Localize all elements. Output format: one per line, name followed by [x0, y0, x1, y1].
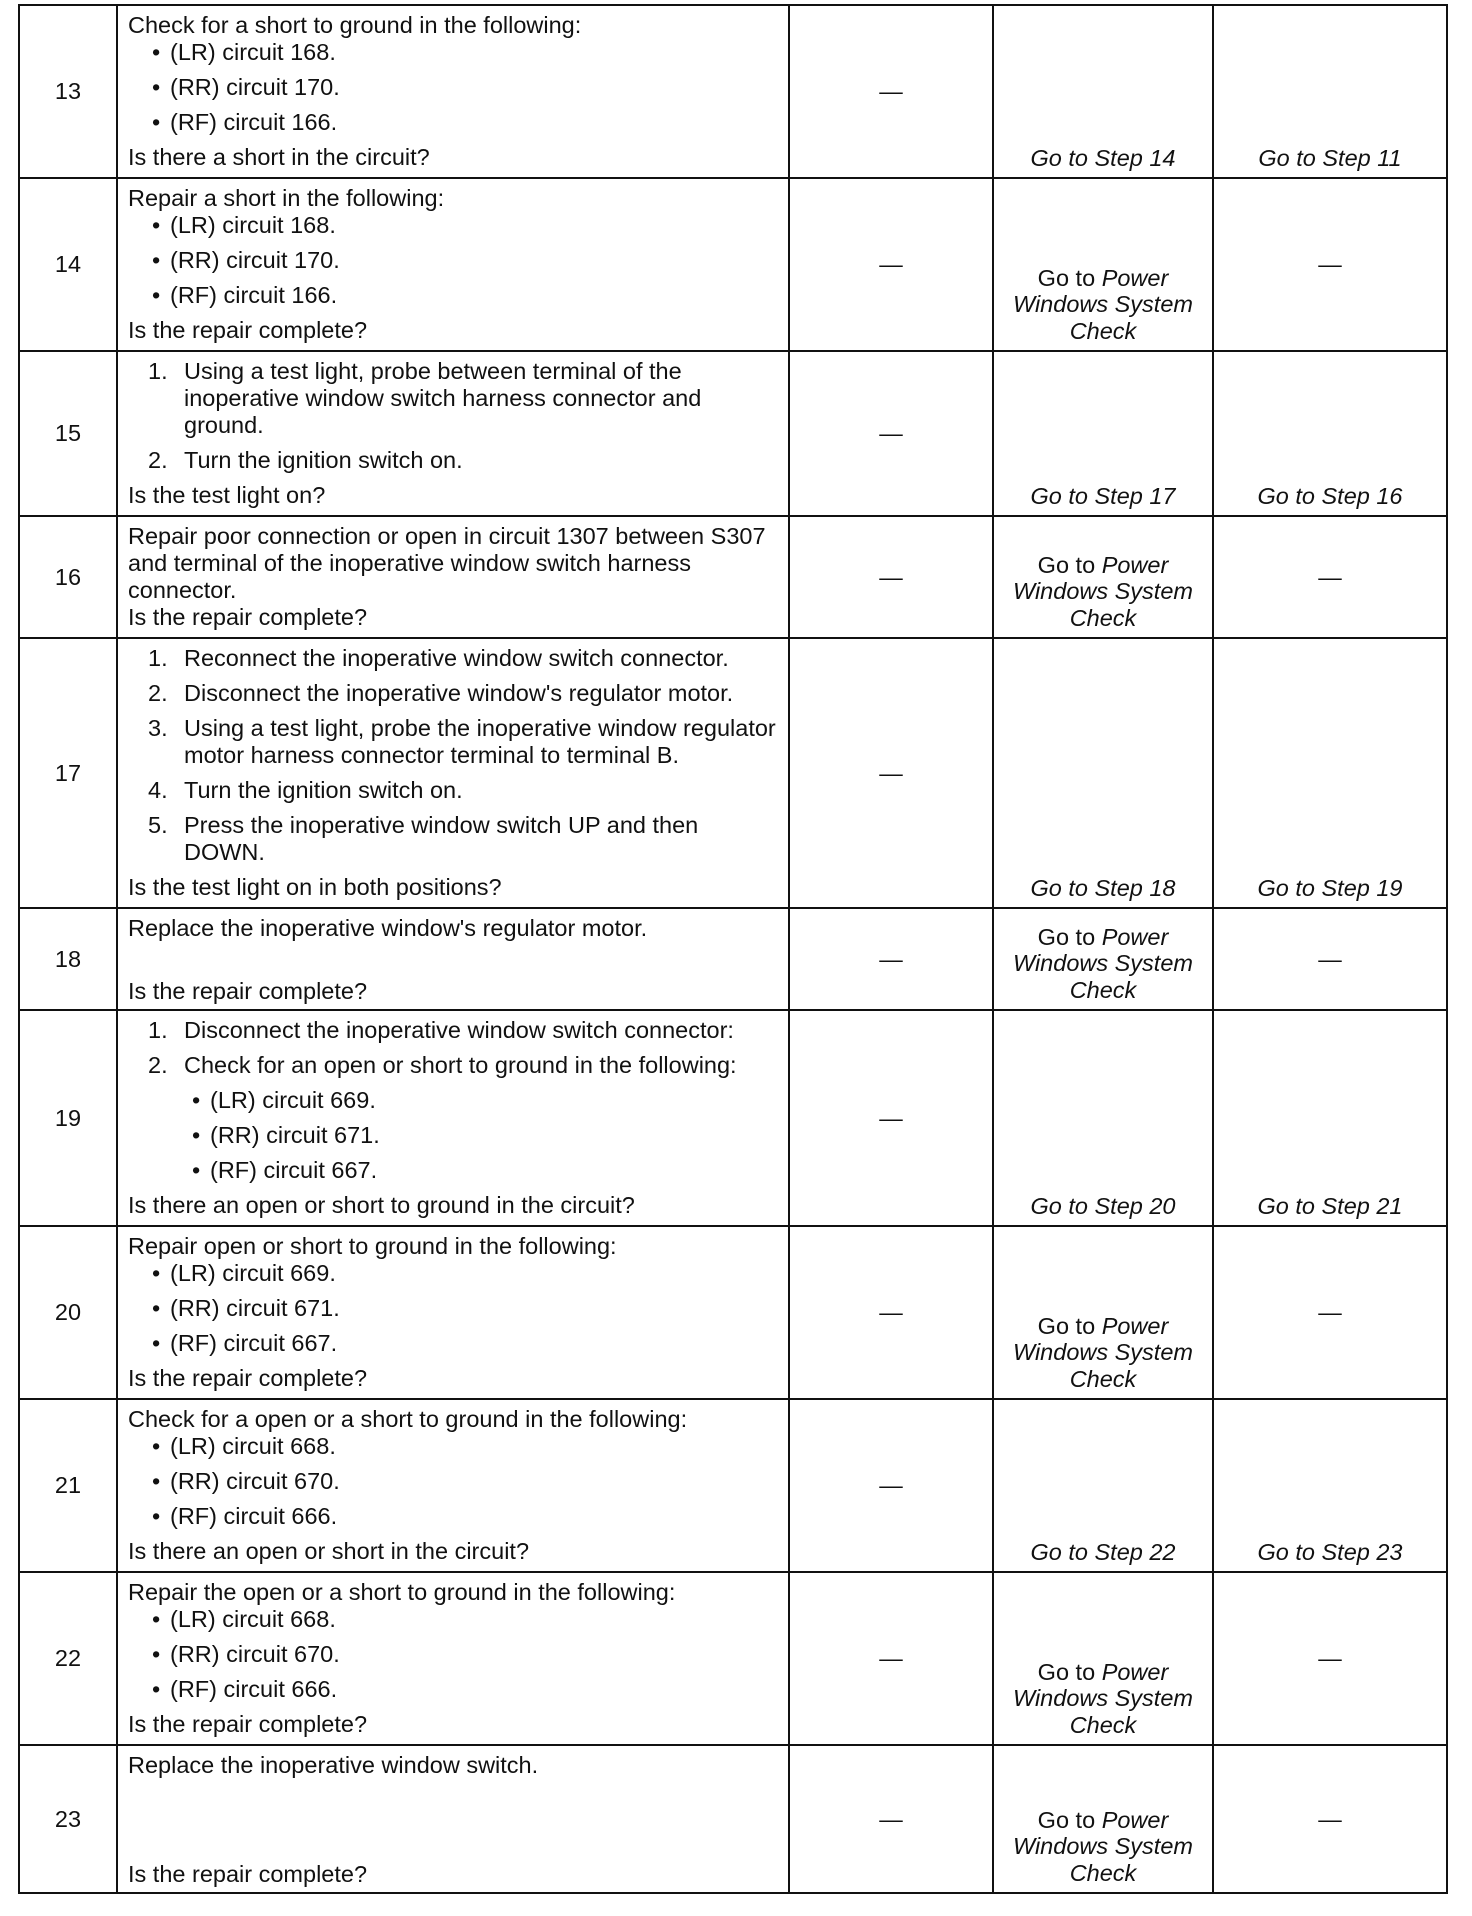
yes-cell	[993, 516, 1213, 638]
action-intro: Replace the inoperative window switch.	[128, 1752, 539, 1778]
action-cell	[117, 516, 789, 638]
action-intro: Replace the inoperative window's regulator motor.	[128, 915, 648, 941]
value-cell: —	[789, 5, 993, 178]
table-row	[19, 516, 1447, 638]
yes-link-text: Power Windows System Check	[1012, 1658, 1193, 1738]
no-result: Go to Step 19	[1257, 874, 1403, 901]
list-item: 1. Reconnect the inoperative window switch connector.	[148, 645, 729, 671]
action-cell	[117, 638, 789, 908]
list-item: • (RR) circuit 671.	[150, 1295, 778, 1322]
list-item: • (RF) circuit 166.	[150, 109, 778, 136]
list-item: • (LR) circuit 168.	[150, 39, 778, 66]
value-cell: —	[789, 178, 993, 351]
yes-result: Go to Step 22	[1030, 1538, 1176, 1565]
list-item: 4. Turn the ignition switch on.	[148, 777, 463, 803]
yes-result	[994, 265, 1212, 345]
no-cell	[1213, 1399, 1447, 1572]
list-item: • (RF) circuit 166.	[150, 282, 778, 309]
yes-cell	[993, 1226, 1213, 1399]
yes-prefix: Go to	[1037, 264, 1096, 291]
value-cell: —	[789, 1399, 993, 1572]
table-row	[19, 1399, 1447, 1572]
step-number: 16	[19, 516, 117, 638]
list-item: • (RR) circuit 670.	[150, 1641, 778, 1668]
no-result: —	[1213, 516, 1447, 638]
yes-result	[994, 1807, 1212, 1887]
action-intro: Repair a short in the following:	[128, 185, 445, 211]
value-cell: —	[789, 516, 993, 638]
list-item: 1. Using a test light, probe between terminal of the inoperative window switch harness connector and ground.	[148, 358, 702, 438]
no-cell	[1213, 638, 1447, 908]
list-item: • (LR) circuit 668.	[150, 1433, 778, 1460]
yes-result	[994, 1313, 1212, 1393]
value-cell: —	[789, 1745, 993, 1893]
yes-prefix: Go to	[1037, 1806, 1096, 1833]
yes-prefix: Go to	[1037, 1312, 1096, 1339]
action-intro: Repair the open or a short to ground in the following:	[128, 1579, 676, 1605]
action-question: Is there an open or short in the circuit?	[128, 1538, 530, 1564]
list-item: • (RF) circuit 667.	[150, 1330, 778, 1357]
yes-result	[994, 552, 1212, 632]
yes-prefix: Go to	[1037, 923, 1096, 950]
action-cell	[117, 5, 789, 178]
step-number: 21	[19, 1399, 117, 1572]
list-item: • (LR) circuit 669.	[190, 1087, 778, 1114]
list-item: 1. Disconnect the inoperative window switch connector:	[148, 1017, 734, 1043]
yes-link-text: Power Windows System Check	[1012, 1806, 1193, 1886]
no-result: —	[1213, 1745, 1447, 1893]
list-item: 3. Using a test light, probe the inoperative window regulator motor harness connector terminal to terminal B.	[148, 715, 776, 768]
bullet-list	[128, 1260, 778, 1357]
action-intro: Repair poor connection or open in circuit 1307 between S307 and terminal of the inoperative window switch harness connector.	[128, 523, 766, 603]
value-cell: —	[789, 1010, 993, 1226]
yes-cell	[993, 638, 1213, 908]
action-question: Is the test light on in both positions?	[128, 874, 502, 900]
list-item: • (RR) circuit 170.	[150, 247, 778, 274]
action-question: Is there an open or short to ground in the circuit?	[128, 1192, 635, 1218]
step-number: 14	[19, 178, 117, 351]
action-intro: Check for a open or a short to ground in the following:	[128, 1406, 688, 1432]
action-question: Is the repair complete?	[128, 604, 368, 630]
table-row	[19, 908, 1447, 1010]
yes-link-text: Power Windows System Check	[1012, 264, 1193, 344]
yes-cell	[993, 1745, 1213, 1893]
list-item: • (LR) circuit 668.	[150, 1606, 778, 1633]
yes-cell	[993, 908, 1213, 1010]
list-item: • (RR) circuit 670.	[150, 1468, 778, 1495]
yes-prefix: Go to	[1037, 1658, 1096, 1685]
action-question: Is the repair complete?	[128, 317, 368, 343]
no-result: Go to Step 11	[1258, 144, 1402, 171]
yes-result	[994, 1659, 1212, 1739]
action-cell	[117, 351, 789, 516]
list-item: • (RF) circuit 667.	[190, 1157, 778, 1184]
yes-cell	[993, 178, 1213, 351]
list-item: • (RR) circuit 170.	[150, 74, 778, 101]
list-item: 5. Press the inoperative window switch UP and then DOWN.	[148, 812, 699, 865]
step-number: 18	[19, 908, 117, 1010]
table-row	[19, 178, 1447, 351]
bullet-list	[128, 1606, 778, 1703]
bullet-list	[128, 1433, 778, 1530]
value-cell: —	[789, 1572, 993, 1745]
yes-cell	[993, 5, 1213, 178]
yes-link-text: Power Windows System Check	[1012, 1312, 1193, 1392]
action-cell	[117, 1745, 789, 1893]
table-row	[19, 5, 1447, 178]
table-row	[19, 1572, 1447, 1745]
yes-result	[994, 924, 1212, 1004]
table-row	[19, 1226, 1447, 1399]
bullet-list	[128, 39, 778, 136]
list-item: 2. Disconnect the inoperative window's regulator motor.	[148, 680, 734, 706]
action-cell	[117, 1399, 789, 1572]
yes-cell	[993, 1572, 1213, 1745]
table-row	[19, 638, 1447, 908]
no-result: Go to Step 21	[1257, 1192, 1403, 1219]
no-result: —	[1213, 1226, 1447, 1399]
yes-cell	[993, 1010, 1213, 1226]
yes-result: Go to Step 17	[1030, 482, 1176, 509]
no-cell	[1213, 5, 1447, 178]
yes-cell	[993, 351, 1213, 516]
table-row	[19, 1010, 1447, 1226]
yes-cell	[993, 1399, 1213, 1572]
no-cell	[1213, 351, 1447, 516]
no-result: —	[1213, 178, 1447, 351]
step-number: 17	[19, 638, 117, 908]
list-item: • (LR) circuit 669.	[150, 1260, 778, 1287]
step-number: 19	[19, 1010, 117, 1226]
action-question: Is the test light on?	[128, 482, 326, 508]
value-cell: —	[789, 1226, 993, 1399]
value-cell: —	[789, 351, 993, 516]
yes-link-text: Power Windows System Check	[1012, 551, 1193, 631]
no-result: —	[1213, 1572, 1447, 1745]
action-question: Is there a short in the circuit?	[128, 144, 430, 170]
list-item: 2. Check for an open or short to ground in the following:	[148, 1052, 737, 1078]
yes-result: Go to Step 14	[1030, 144, 1176, 171]
yes-result: Go to Step 20	[1030, 1192, 1176, 1219]
diagnostic-table	[18, 4, 1448, 1894]
table-row	[19, 351, 1447, 516]
value-cell: —	[789, 638, 993, 908]
no-result: Go to Step 16	[1257, 482, 1403, 509]
value-cell: —	[789, 908, 993, 1010]
bullet-list	[128, 212, 778, 309]
yes-prefix: Go to	[1037, 551, 1096, 578]
step-number: 23	[19, 1745, 117, 1893]
no-result: —	[1213, 908, 1447, 1010]
table-row	[19, 1745, 1447, 1893]
bullet-list	[128, 1087, 778, 1184]
action-question: Is the repair complete?	[128, 978, 368, 1004]
action-cell	[117, 1572, 789, 1745]
numbered-list	[128, 1017, 778, 1079]
action-cell	[117, 1010, 789, 1226]
action-cell	[117, 908, 789, 1010]
action-cell	[117, 1226, 789, 1399]
action-cell	[117, 178, 789, 351]
list-item: • (RF) circuit 666.	[150, 1503, 778, 1530]
step-number: 20	[19, 1226, 117, 1399]
action-question: Is the repair complete?	[128, 1711, 368, 1737]
action-intro: Repair open or short to ground in the following:	[128, 1233, 617, 1259]
step-number: 15	[19, 351, 117, 516]
yes-result: Go to Step 18	[1030, 874, 1176, 901]
numbered-list	[128, 358, 778, 474]
action-intro: Check for a short to ground in the following:	[128, 12, 582, 38]
numbered-list	[128, 645, 778, 866]
yes-link-text: Power Windows System Check	[1012, 923, 1193, 1003]
list-item: • (RR) circuit 671.	[190, 1122, 778, 1149]
no-cell	[1213, 1010, 1447, 1226]
step-number: 22	[19, 1572, 117, 1745]
list-item: • (LR) circuit 168.	[150, 212, 778, 239]
list-item: • (RF) circuit 666.	[150, 1676, 778, 1703]
action-question: Is the repair complete?	[128, 1861, 368, 1887]
action-question: Is the repair complete?	[128, 1365, 368, 1391]
step-number: 13	[19, 5, 117, 178]
list-item: 2. Turn the ignition switch on.	[148, 447, 463, 473]
no-result: Go to Step 23	[1257, 1538, 1403, 1565]
